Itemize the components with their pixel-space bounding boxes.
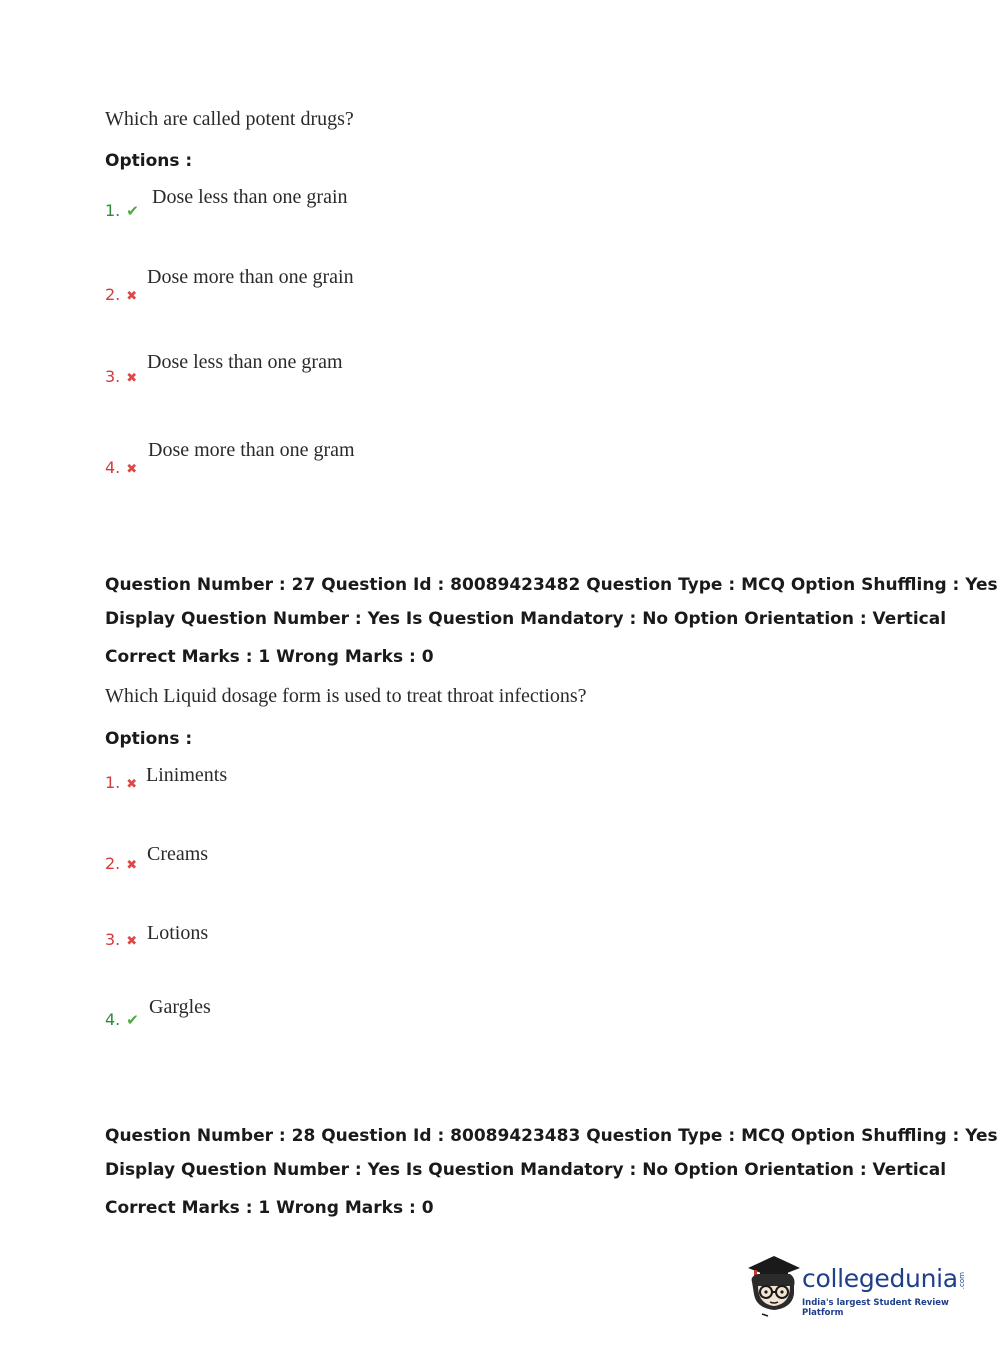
option-text: Creams	[147, 843, 209, 865]
question-marks-line: Correct Marks : 1 Wrong Marks : 0	[105, 1198, 434, 1218]
question-meta-line: Display Question Number : Yes Is Question Mandatory : No Option Orientation : Vertical	[105, 609, 947, 629]
option-text: Gargles	[149, 996, 211, 1018]
option-number: 1. ✔	[105, 201, 139, 220]
option-number: 3. ✖	[105, 930, 138, 949]
question-meta-line: Question Number : 28 Question Id : 80089423483 Question Type : MCQ Option Shuffling : Yes	[105, 1126, 998, 1146]
option-text: Dose more than one grain	[147, 266, 354, 288]
question-text: Which are called potent drugs?	[105, 108, 354, 130]
option-text: Dose less than one grain	[152, 186, 348, 208]
option-text: Lotions	[147, 922, 209, 944]
options-label: Options :	[105, 729, 193, 749]
options-label: Options :	[105, 151, 193, 171]
mascot-icon	[742, 1250, 802, 1320]
question-marks-line: Correct Marks : 1 Wrong Marks : 0	[105, 647, 434, 667]
check-icon: ✔	[126, 1011, 139, 1029]
option-number: 2. ✖	[105, 285, 138, 304]
option-text: Dose more than one gram	[148, 439, 355, 461]
check-icon: ✔	[126, 202, 139, 220]
option-number: 1. ✖	[105, 773, 138, 792]
cross-icon: ✖	[126, 934, 138, 949]
cross-icon: ✖	[126, 777, 138, 792]
option-number: 3. ✖	[105, 367, 138, 386]
brand-domain: .com	[958, 1272, 966, 1290]
option-text: Liniments	[146, 764, 228, 786]
cross-icon: ✖	[126, 462, 138, 477]
option-number: 4. ✖	[105, 458, 138, 477]
option-number: 2. ✖	[105, 854, 138, 873]
collegedunia-logo	[742, 1250, 968, 1320]
question-meta-line: Question Number : 27 Question Id : 80089423482 Question Type : MCQ Option Shuffling : Yes	[105, 575, 998, 595]
cross-icon: ✖	[126, 371, 138, 386]
question-text: Which Liquid dosage form is used to treat throat infections?	[105, 685, 587, 707]
cross-icon: ✖	[126, 858, 138, 873]
brand-tagline: India's largest Student Review Platform	[802, 1298, 949, 1318]
brand-name: collegedunia	[802, 1264, 958, 1293]
cross-icon: ✖	[126, 289, 138, 304]
question-meta-line: Display Question Number : Yes Is Question Mandatory : No Option Orientation : Vertical	[105, 1160, 947, 1180]
option-number: 4. ✔	[105, 1010, 139, 1029]
option-text: Dose less than one gram	[147, 351, 343, 373]
